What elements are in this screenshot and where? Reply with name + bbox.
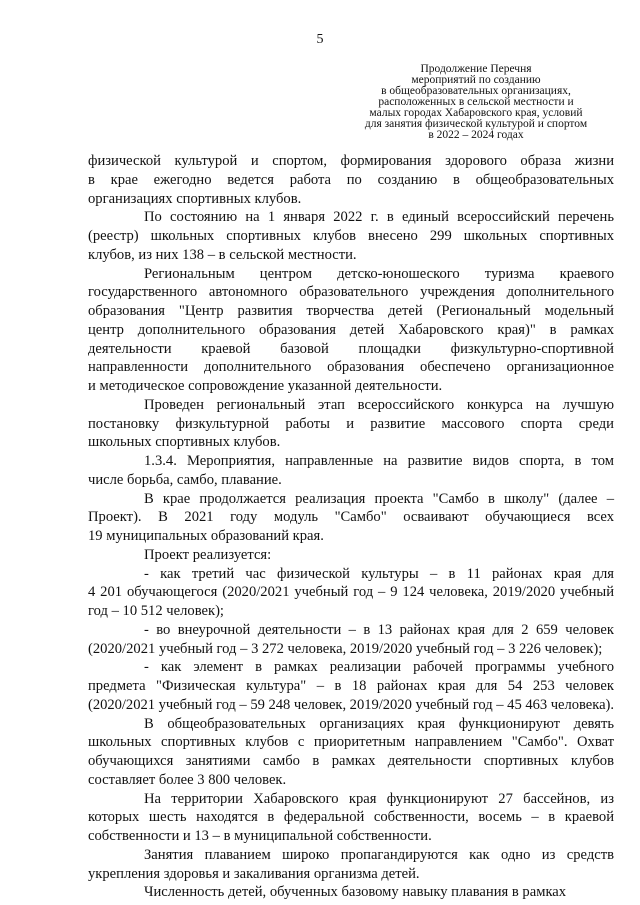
document-header [338, 64, 614, 141]
paragraph-line: Проект реализуется: [144, 546, 272, 563]
paragraph [88, 790, 614, 846]
paragraph-line: Проект). В 2021 году модуль "Самбо" осваивают обучающиеся всех [88, 509, 614, 526]
header-line: расположенных в сельской местности и [378, 96, 574, 108]
paragraph-line: Численность детей, обученных базовому навыку плавания в рамках [144, 884, 567, 901]
paragraph-line: укрепления здоровья и закаливания организма детей. [88, 865, 420, 882]
paragraph-line: На территории Хабаровского края функционируют 27 бассейнов, из [144, 790, 614, 807]
paragraph [88, 883, 614, 902]
paragraph-line: государственного автономного образовательного учреждения дополнительного [88, 284, 614, 301]
paragraph-line: клубов, из них 138 – в сельской местности. [88, 246, 357, 263]
paragraph-line: 19 муниципальных образований края. [88, 528, 324, 544]
paragraph-line: (реестр) школьных спортивных клубов внесено 299 школьных спортивных [88, 228, 614, 244]
paragraph-line: Занятия плаванием широко пропагандируются как одно из средств [144, 846, 614, 863]
paragraph-line: постановку физкультурной работы и развитие массового спорта среди [88, 415, 614, 432]
paragraph-line: школьных спортивных клубов с приоритетным направлением "Самбо". Охват [88, 734, 614, 751]
paragraph-line: (2020/2021 учебный год – 3 272 человека, 2019/2020 учебный год – 3 226 человек); [88, 640, 603, 657]
paragraph [88, 490, 614, 546]
paragraph-line: год – 10 512 человек); [88, 603, 224, 619]
paragraph-line: обучающихся занятиями самбо в рамках деятельности спортивных клубов [88, 753, 614, 769]
paragraph-line: По состоянию на 1 января 2022 г. в единый всероссийский перечень [144, 209, 614, 226]
paragraph-line: которых шесть находятся в федеральной собственности, восемь – в краевой [88, 809, 614, 826]
header-line: Продолжение Перечня [420, 63, 532, 75]
paragraph-line: 1.3.4. Мероприятия, направленные на развитие видов спорта, в том [144, 453, 614, 469]
paragraph-line: составляет более 3 800 человек. [88, 771, 287, 788]
paragraph-line: собственности и 13 – в муниципальной собственности. [88, 828, 432, 844]
header-line: в общеобразовательных организациях, [381, 85, 571, 97]
paragraph [88, 396, 614, 452]
paragraph [88, 265, 614, 396]
paragraph-line: и методическое сопровождение указанной деятельности. [88, 378, 443, 394]
paragraph [88, 658, 614, 714]
header-line: в 2022 – 2024 годах [428, 129, 524, 141]
paragraph-line: числе борьба, самбо, плавание. [88, 471, 282, 488]
paragraph-line: школьных спортивных клубов. [88, 434, 281, 451]
paragraph [88, 715, 614, 790]
paragraph-line: - как третий час физической культуры – в 11 районах края для [144, 565, 614, 582]
paragraph-line: в крае ежегодно ведется работа по созданию в общеобразовательных [88, 171, 614, 188]
page-number: 5 [316, 32, 324, 47]
paragraph-line: 4 201 обучающегося (2020/2021 учебный год – 9 124 человека, 2019/2020 учебный [88, 584, 614, 601]
paragraph-line: образования "Центр развития творчества детей (Региональный модельный [88, 303, 614, 319]
paragraph [88, 565, 614, 621]
paragraph-line: направленности дополнительного образования обеспечено организационное [88, 359, 614, 376]
paragraph-line: В крае продолжается реализация проекта "Самбо в школу" (далее – [144, 490, 614, 507]
paragraph-line: организациях спортивных клубов. [88, 190, 302, 207]
document-body [88, 152, 614, 902]
paragraph-line: физической культурой и спортом, формирования здорового образа жизни [88, 153, 614, 169]
paragraph [88, 152, 614, 208]
header-line: для занятия физической культурой и спортом [364, 118, 588, 130]
paragraph-line: - как элемент в рамках реализации рабочей программы учебного [144, 659, 614, 676]
paragraph-line: центр дополнительного образования детей Хабаровского края)" в рамках [88, 321, 614, 338]
paragraph-line: Региональным центром детско-юношеского туризма краевого [144, 265, 614, 282]
paragraph [88, 546, 614, 565]
paragraph-line: предмета "Физическая культура" – в 18 районах края для 54 253 человек [88, 678, 614, 694]
header-line: малых городах Хабаровского края, условий [369, 107, 583, 119]
header-line: мероприятий по созданию [411, 74, 541, 86]
paragraph [88, 846, 614, 884]
paragraph-line: В общеобразовательных организациях края функционируют девять [144, 715, 614, 732]
paragraph [88, 452, 614, 490]
paragraph-line: (2020/2021 учебный год – 59 248 человек, 2019/2020 учебный год – 45 463 человека). [88, 696, 614, 713]
paragraph-line: Проведен региональный этап всероссийского конкурса на лучшую [144, 396, 614, 413]
paragraph-line: - во внеурочной деятельности – в 13 районах края для 2 659 человек [144, 621, 614, 638]
paragraph-line: деятельности краевой базовой площадки физкультурно-спортивной [88, 340, 614, 357]
paragraph [88, 621, 614, 659]
paragraph [88, 208, 614, 264]
